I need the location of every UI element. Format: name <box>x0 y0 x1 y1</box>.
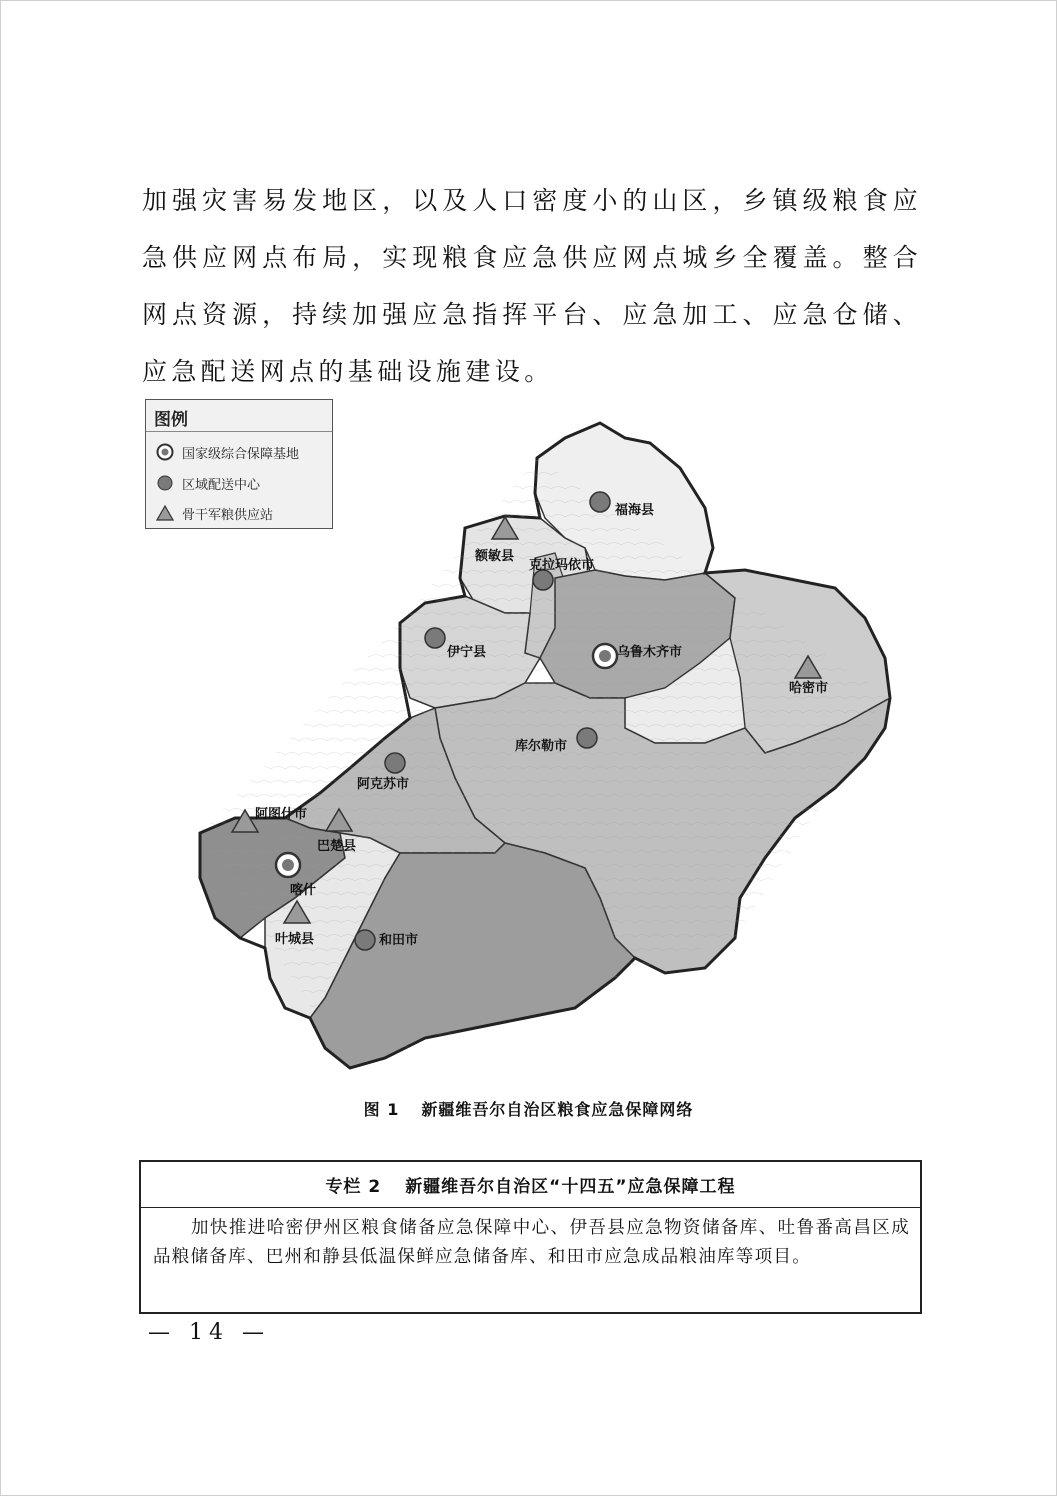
label-bachu: 巴楚县 <box>317 839 357 854</box>
column-number: 专栏 2 <box>325 1177 382 1197</box>
column-box-header <box>141 1162 920 1208</box>
label-artux: 阿图什市 <box>255 807 308 822</box>
label-hami: 哈密市 <box>789 681 829 696</box>
label-emin: 额敏县 <box>475 549 515 564</box>
column-box <box>139 1160 922 1314</box>
legend-title: 图例 <box>154 410 188 430</box>
figure-title: 新疆维吾尔自治区粮食应急保障网络 <box>421 1100 694 1119</box>
label-yecheng: 叶城县 <box>275 932 315 947</box>
column-body: 加快推进哈密伊州区粮食储备应急保障中心、伊吾县应急物资储备库、吐鲁番高昌区成品粮储备库、巴州和静县低温保鲜应急储备库、和田市应急成品粮油库等项目。 <box>153 1218 910 1267</box>
label-hotan: 和田市 <box>379 933 419 948</box>
label-fuhai: 福海县 <box>615 503 655 518</box>
figure-caption <box>0 1097 1057 1120</box>
site-hotan <box>355 930 418 950</box>
label-urumqi: 乌鲁木齐市 <box>617 645 683 660</box>
legend-item-military-station <box>156 501 273 525</box>
page-number: — 14 — <box>148 1320 270 1345</box>
column-title: 新疆维吾尔自治区“十四五”应急保障工程 <box>405 1177 736 1197</box>
legend-label: 区域配送中心 <box>182 477 261 493</box>
figure-number: 图 1 <box>363 1100 400 1119</box>
body-paragraph: 加强灾害易发地区，以及人口密度小的山区，乡镇级粮食应急供应网点布局，实现粮食应急供应网点城乡全覆盖。整合网点资源，持续加强应急指挥平台、应急加工、应急仓储、应急配送网点的基础设施建设。 <box>142 186 922 386</box>
map-legend <box>145 399 333 529</box>
double-circle-icon <box>156 443 174 461</box>
label-korla: 库尔勒市 <box>515 739 568 754</box>
legend-label: 国家级综合保障基地 <box>182 446 300 462</box>
label-yining: 伊宁县 <box>447 645 487 660</box>
label-aksu: 阿克苏市 <box>357 777 410 792</box>
label-karamay: 克拉玛依市 <box>529 558 595 573</box>
legend-label: 骨干军粮供应站 <box>182 507 274 523</box>
label-kashi: 喀什 <box>290 883 317 898</box>
triangle-icon <box>156 504 174 522</box>
legend-divider <box>146 431 332 432</box>
legend-item-distribution-center <box>156 471 260 495</box>
legend-item-national-base <box>156 440 299 464</box>
circle-icon <box>156 474 174 492</box>
